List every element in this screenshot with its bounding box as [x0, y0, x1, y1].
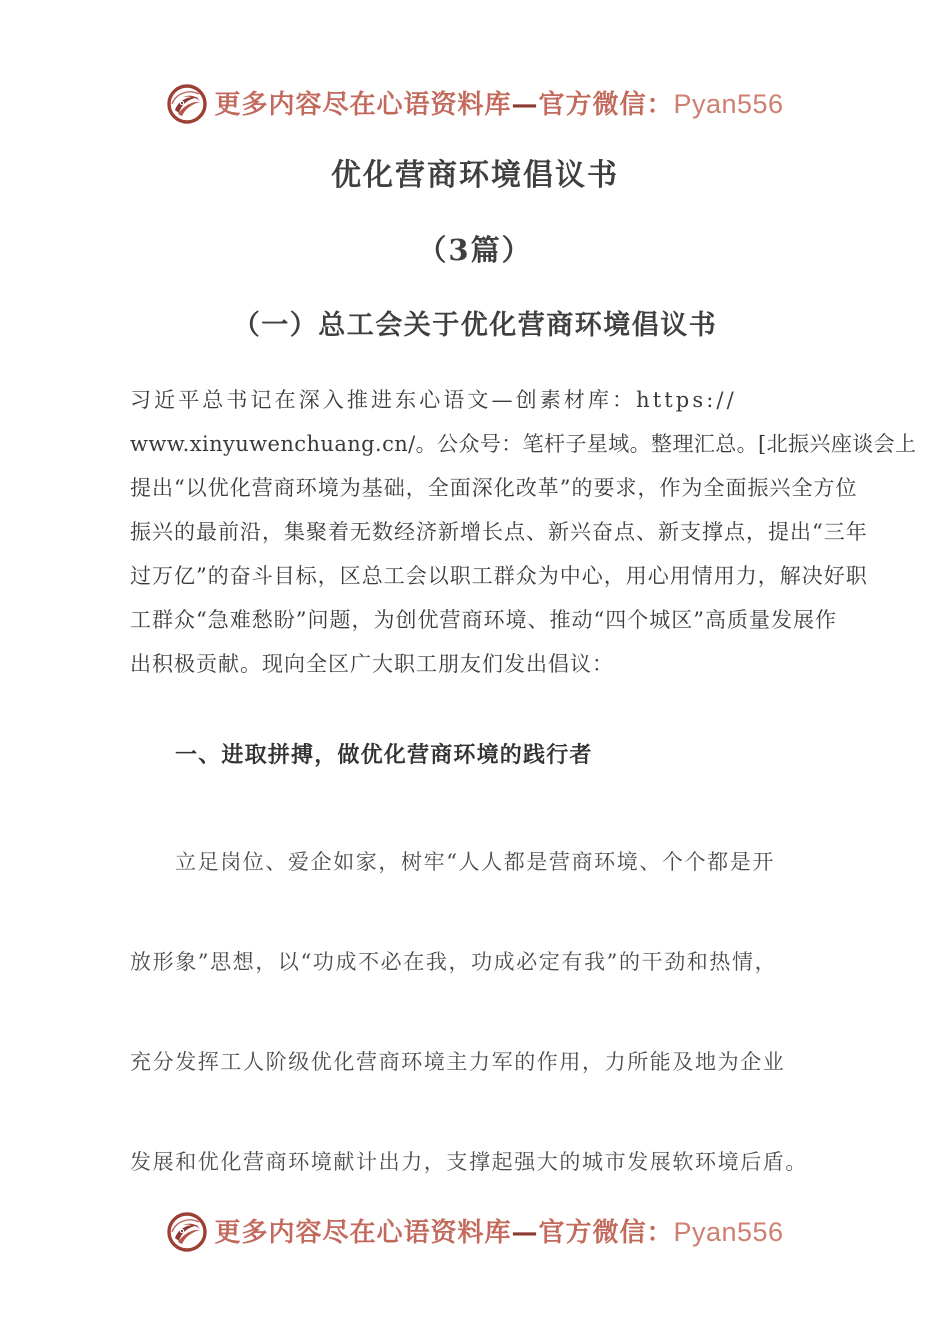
paragraph-two-line: 放形象”思想，以“功成不必在我，功成必定有我”的干劲和热情， — [130, 950, 778, 974]
fish-circle-emblem-icon — [166, 1211, 208, 1253]
fish-circle-emblem-icon — [166, 83, 208, 125]
banner-text-account: Pyan556 — [673, 1216, 784, 1247]
section-title: （一）总工会关于优化营商环境倡议书 — [232, 310, 718, 341]
header-watermark-banner — [0, 76, 950, 132]
paragraph-one-line: 工群众“急难愁盼”问题，为创优营商环境、推动“四个城区”高质量发展作 — [130, 608, 837, 632]
subsection-heading-one: 一、进取拼搏，做优化营商环境的践行者 — [175, 742, 593, 768]
paragraph-one-line: www.xinyuwenchuang.cn/。公众号：笔杆子星域。整理汇总。[北振兴座谈会上 — [130, 432, 917, 456]
banner-text-part2: 官方微信： — [538, 1217, 674, 1248]
banner-text-part1: 更多内容尽在心语资料库 — [214, 1217, 512, 1248]
paragraph-two — [130, 812, 820, 1212]
paragraph-one-line: 过万亿”的奋斗目标，区总工会以职工群众为中心，用心用情用力，解决好职 — [130, 564, 868, 588]
paragraph-one-line: 提出“以优化营商环境为基础，全面深化改革”的要求，作为全面振兴全方位 — [130, 476, 858, 500]
footer-watermark-text — [214, 1216, 784, 1248]
document-subtitle: （3篇） — [417, 233, 533, 267]
paragraph-one-line: 习近平总书记在深入推进东心语文—创素材库：https:// — [130, 388, 737, 412]
banner-text-dash: — — [511, 1217, 539, 1248]
banner-text-part2: 官方微信： — [538, 89, 674, 120]
footer-watermark-banner — [0, 1204, 950, 1260]
paragraph-two-line: 立足岗位、爱企如家，树牢“人人都是营商环境、个个都是开 — [175, 850, 775, 874]
paragraph-one-line: 出积极贡献。现向全区广大职工朋友们发出倡议： — [130, 652, 614, 676]
paragraph-two-line: 发展和优化营商环境献计出力，支撑起强大的城市发展软环境后盾。 — [130, 1150, 808, 1174]
header-watermark-text — [214, 88, 784, 120]
paragraph-two-line: 充分发挥工人阶级优化营商环境主力军的作用，力所能及地为企业 — [130, 1050, 786, 1074]
banner-text-dash: — — [511, 89, 539, 120]
paragraph-one-line: 振兴的最前沿，集聚着无数经济新增长点、新兴奋点、新支撑点，提出“三年 — [130, 520, 868, 544]
document-title: 优化营商环境倡议书 — [331, 158, 619, 193]
banner-text-part1: 更多内容尽在心语资料库 — [214, 89, 512, 120]
banner-text-account: Pyan556 — [673, 88, 784, 119]
paragraph-one — [130, 378, 917, 686]
